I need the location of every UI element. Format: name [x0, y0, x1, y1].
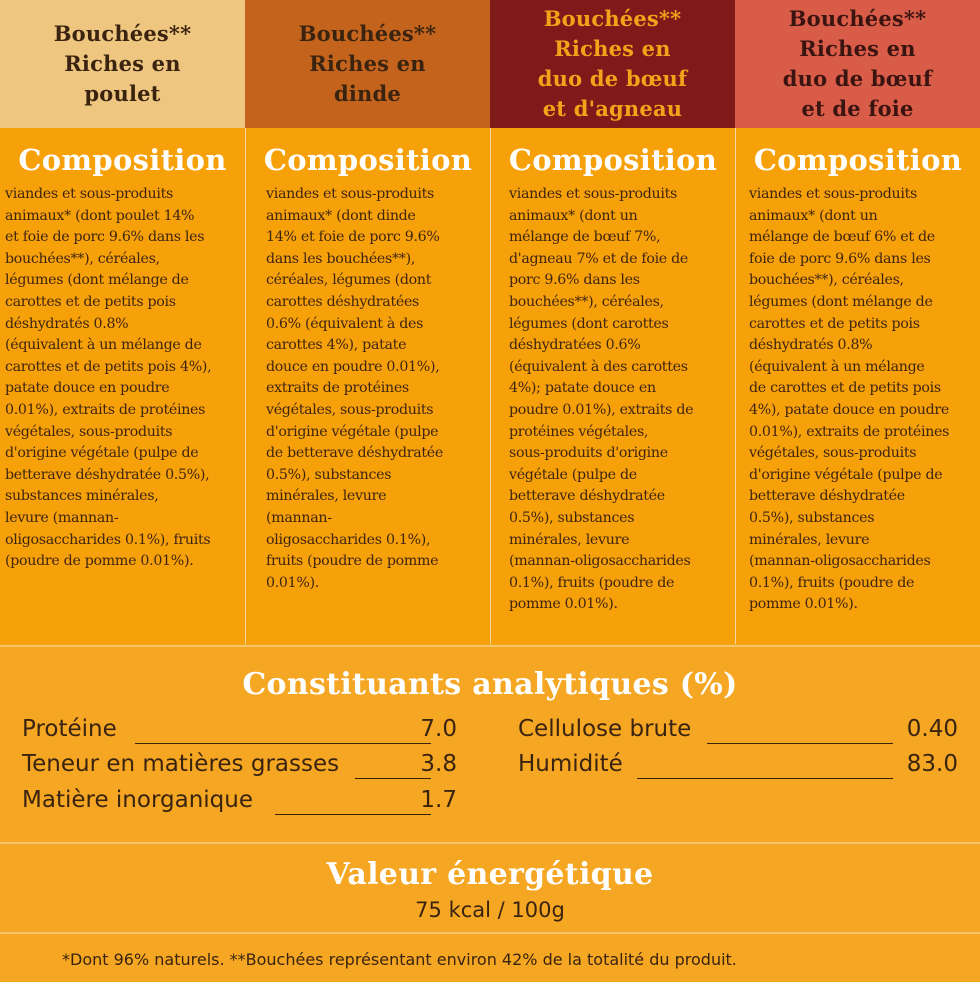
- composition-text: viandes et sous-produits animaux* (dont dinde 14% et foie de porc 9.6% dans les bouchées**), céréales, légumes (dont carottes déshydratées 0.6% (équivalent à des carottes 4%), patate douce en poudre 0.01%), extraits de protéines végétales, sous-produits d'origine végétale (pulpe de betterave déshydratée 0.5%), substances minérales, levure (mannan- oligosaccharides 0.1%), fruits (poudre de pomme 0.01%).: [266, 186, 443, 591]
- energy-value: 75 kcal / 100g: [415, 898, 565, 922]
- dotted-leader: [135, 743, 431, 744]
- analytic-value: 0.40: [906, 716, 958, 742]
- analytic-label: Humidité: [518, 751, 623, 777]
- header-poulet-label: Bouchées** Riches en poulet: [53, 21, 192, 106]
- analytic-value: 1.7: [420, 787, 457, 813]
- dotted-leader: [275, 814, 431, 815]
- dotted-leader: [355, 778, 431, 779]
- header-dinde: [245, 0, 490, 128]
- composition-column-dinde: [245, 128, 490, 644]
- header-boeuf-foie: [735, 0, 980, 128]
- composition-column-boeuf-agneau: [490, 128, 735, 644]
- analytic-label: Protéine: [22, 716, 117, 742]
- analytic-row-humidite: [518, 751, 958, 783]
- analytical-constituents: [0, 645, 980, 842]
- analytic-row-proteine: [22, 716, 457, 748]
- footnote: [0, 932, 980, 982]
- variant-headers: [0, 0, 980, 128]
- composition-text: viandes et sous-produits animaux* (dont un mélange de bœuf 6% et de foie de porc 9.6% dans les bouchées**), céréales, légumes (dont mélange de carottes et de petits pois déshydratés 0.8% (équivalent à un mélange de carottes et de petits pois 4%), patate douce en poudre 0.01%), extraits de protéines végétales, sous-produits d'origine végétale (pulpe de betterave déshydratée 0.5%), substances minérales, levure (mannan-oligosaccharides 0.1%), fruits (poudre de pomme 0.01%).: [749, 186, 950, 613]
- composition-title: Composition: [753, 143, 963, 177]
- analytic-label: Matière inorganique: [22, 787, 253, 813]
- analytic-value: 83.0: [906, 751, 958, 777]
- header-dinde-label: Bouchées** Riches en dinde: [298, 21, 437, 106]
- energy-section: [0, 842, 980, 934]
- analytic-row-cellulose: [518, 716, 958, 748]
- composition-column-poulet: [0, 128, 245, 644]
- analytics-title: Constituants analytiques (%): [242, 667, 738, 702]
- composition-text: viandes et sous-produits animaux* (dont poulet 14% et foie de porc 9.6% dans les bouchées**), céréales, légumes (dont mélange de carottes et de petits pois déshydratés 0.8% (équivalent à un mélange de carottes et de petits pois 4%), patate douce en poudre 0.01%), extraits de protéines végétales, sous-produits d'origine végétale (pulpe de betterave déshydratée 0.5%), substances minérales, levure (mannan- oligosaccharides 0.1%), fruits (poudre de pomme 0.01%).: [5, 186, 212, 570]
- composition-column-boeuf-foie: [735, 128, 980, 644]
- analytic-label: Teneur en matières grasses: [22, 751, 340, 777]
- energy-title: Valeur énergétique: [326, 857, 654, 892]
- composition-title: Composition: [263, 143, 473, 177]
- composition-title: Composition: [508, 143, 718, 177]
- composition-text: viandes et sous-produits animaux* (dont un mélange de bœuf 7%, d'agneau 7% et de foie de porc 9.6% dans les bouchées**), céréales, légumes (dont carottes déshydratées 0.6% (équivalent à des carottes 4%); patate douce en poudre 0.01%), extraits de protéines végétales, sous-produits d'origine végétale (pulpe de betterave déshydratée 0.5%), substances minérales, levure (mannan-oligosaccharides 0.1%), fruits (poudre de pomme 0.01%).: [509, 186, 694, 613]
- dotted-leader: [637, 778, 893, 779]
- analytic-row-matiere-inorganique: [22, 787, 457, 819]
- header-poulet: [0, 0, 245, 128]
- composition-title: Composition: [18, 143, 227, 177]
- header-boeuf-agneau: [490, 0, 735, 128]
- analytic-value: 3.8: [420, 751, 457, 777]
- footnote-text: *Dont 96% naturels. **Bouchées représentant environ 42% de la totalité du produit.: [62, 950, 737, 969]
- analytic-row-matieres-grasses: [22, 751, 457, 783]
- composition-section: [0, 128, 980, 644]
- analytic-label: Cellulose brute: [518, 716, 692, 742]
- dotted-leader: [707, 743, 893, 744]
- header-boeuf-foie-label: Bouchées** Riches en duo de bœuf et de foie: [782, 6, 933, 121]
- header-boeuf-agneau-label: Bouchées** Riches en duo de bœuf et d'agneau: [537, 6, 688, 121]
- analytic-value: 7.0: [420, 716, 457, 742]
